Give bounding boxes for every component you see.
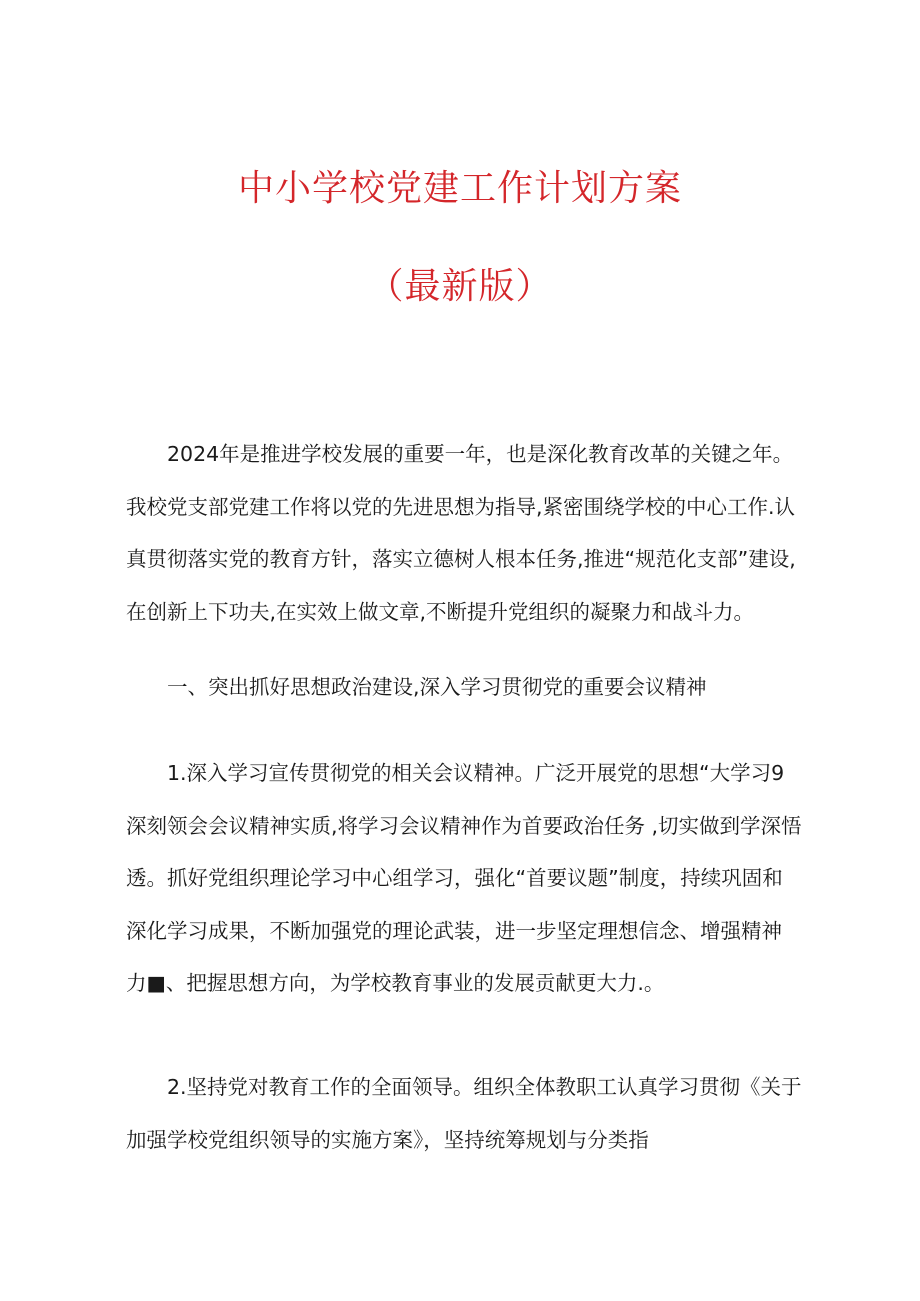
intro-paragraph: 2024年是推进学校发展的重要一年，也是深化教育改革的关键之年。我校党支部党建工作将以党的先进思想为指导,紧密围绕学校的中心工作.认真贯彻落实党的教育方针，落实立德树人根本任务,推进“规范化支部”建设,在创新上下功夫,在实效上做文章,不断提升党组织的凝聚力和战斗力。 [126, 442, 796, 624]
document-subtitle: （最新版） [367, 266, 553, 307]
document-title: 中小学校党建工作计划方案 [237, 168, 682, 209]
item-paragraph-2: 2.坚持党对教育工作的全面领导。组织全体教职工认真学习贯彻《关于加强学校党组织领导的实施方案》，坚持统筹规划与分类指 [126, 1075, 802, 1152]
section-heading: 一、突出抓好思想政治建设,深入学习贯彻党的重要会议精神 [167, 675, 707, 699]
item-paragraph-1: 1.深入学习宣传贯彻党的相关会议精神。广泛开展党的思想“大学习9深刻领会会议精神实质,将学习会议精神作为首要政治任务 ,切实做到学深悟透。抓好党组织理论学习中心组学习，强化“首要议题”制度，持续巩固和深化学习成果，不断加强党的理论武装，进一步坚定理想信念、增强精神力■、把握思想方向，为学校教育事业的发展贡献更大力.。 [126, 761, 802, 995]
